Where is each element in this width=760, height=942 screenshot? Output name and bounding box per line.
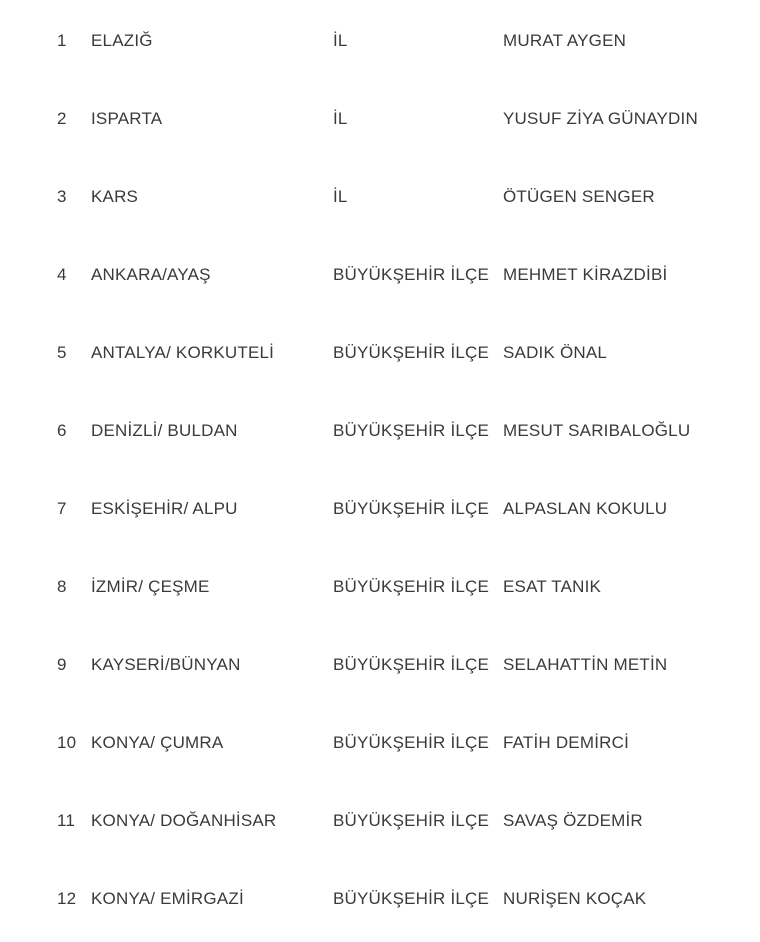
- table-row: [0, 104, 760, 134]
- row-number: 1: [57, 31, 67, 50]
- row-name: MESUT SARIBALOĞLU: [503, 421, 691, 440]
- row-name: SELAHATTİN METİN: [503, 655, 668, 674]
- row-number: 5: [57, 343, 67, 362]
- row-name: YUSUF ZİYA GÜNAYDIN: [503, 109, 698, 128]
- table-row: [0, 338, 760, 368]
- table-row: [0, 728, 760, 758]
- row-type: BÜYÜKŞEHİR İLÇE: [333, 733, 490, 752]
- row-type: BÜYÜKŞEHİR İLÇE: [333, 889, 490, 908]
- row-place: ISPARTA: [91, 109, 163, 128]
- row-name: ALPASLAN KOKULU: [503, 499, 668, 518]
- row-place: KONYA/ EMİRGAZİ: [91, 889, 244, 908]
- row-type: İL: [333, 31, 348, 50]
- row-number: 7: [57, 499, 67, 518]
- table-row: [0, 884, 760, 914]
- row-place: KARS: [91, 187, 139, 206]
- table-row: [0, 494, 760, 524]
- row-number: 4: [57, 265, 67, 284]
- row-number: 11: [57, 811, 76, 830]
- row-place: ANKARA/AYAŞ: [91, 265, 211, 284]
- table-row: [0, 26, 760, 56]
- table-row: [0, 806, 760, 836]
- row-place: DENİZLİ/ BULDAN: [91, 421, 238, 440]
- row-type: BÜYÜKŞEHİR İLÇE: [333, 343, 490, 362]
- table-row: [0, 182, 760, 212]
- row-number: 10: [57, 733, 77, 752]
- row-name: MEHMET KİRAZDİBİ: [503, 265, 668, 284]
- row-number: 9: [57, 655, 67, 674]
- row-name: SADIK ÖNAL: [503, 343, 608, 362]
- row-name: NURİŞEN KOÇAK: [503, 889, 647, 908]
- row-type: BÜYÜKŞEHİR İLÇE: [333, 499, 490, 518]
- row-type: İL: [333, 109, 348, 128]
- row-type: İL: [333, 187, 348, 206]
- row-place: KAYSERİ/BÜNYAN: [91, 655, 241, 674]
- row-type: BÜYÜKŞEHİR İLÇE: [333, 655, 490, 674]
- row-type: BÜYÜKŞEHİR İLÇE: [333, 265, 490, 284]
- row-place: KONYA/ DOĞANHİSAR: [91, 811, 277, 830]
- table-row: [0, 416, 760, 446]
- row-name: ESAT TANIK: [503, 577, 602, 596]
- row-type: BÜYÜKŞEHİR İLÇE: [333, 811, 490, 830]
- row-place: ANTALYA/ KORKUTELİ: [91, 343, 275, 362]
- row-number: 3: [57, 187, 67, 206]
- row-name: SAVAŞ ÖZDEMİR: [503, 811, 643, 830]
- row-name: ÖTÜGEN SENGER: [503, 187, 655, 206]
- table-row: [0, 572, 760, 602]
- row-number: 6: [57, 421, 67, 440]
- row-place: KONYA/ ÇUMRA: [91, 733, 224, 752]
- row-name: MURAT AYGEN: [503, 31, 627, 50]
- row-place: İZMİR/ ÇEŞME: [91, 577, 210, 596]
- row-number: 8: [57, 577, 67, 596]
- row-name: FATİH DEMİRCİ: [503, 733, 630, 752]
- row-place: ELAZIĞ: [91, 31, 153, 50]
- row-type: BÜYÜKŞEHİR İLÇE: [333, 577, 490, 596]
- row-number: 2: [57, 109, 67, 128]
- table-row: [0, 260, 760, 290]
- table-row: [0, 650, 760, 680]
- row-type: BÜYÜKŞEHİR İLÇE: [333, 421, 490, 440]
- row-number: 12: [57, 889, 77, 908]
- row-place: ESKİŞEHİR/ ALPU: [91, 499, 238, 518]
